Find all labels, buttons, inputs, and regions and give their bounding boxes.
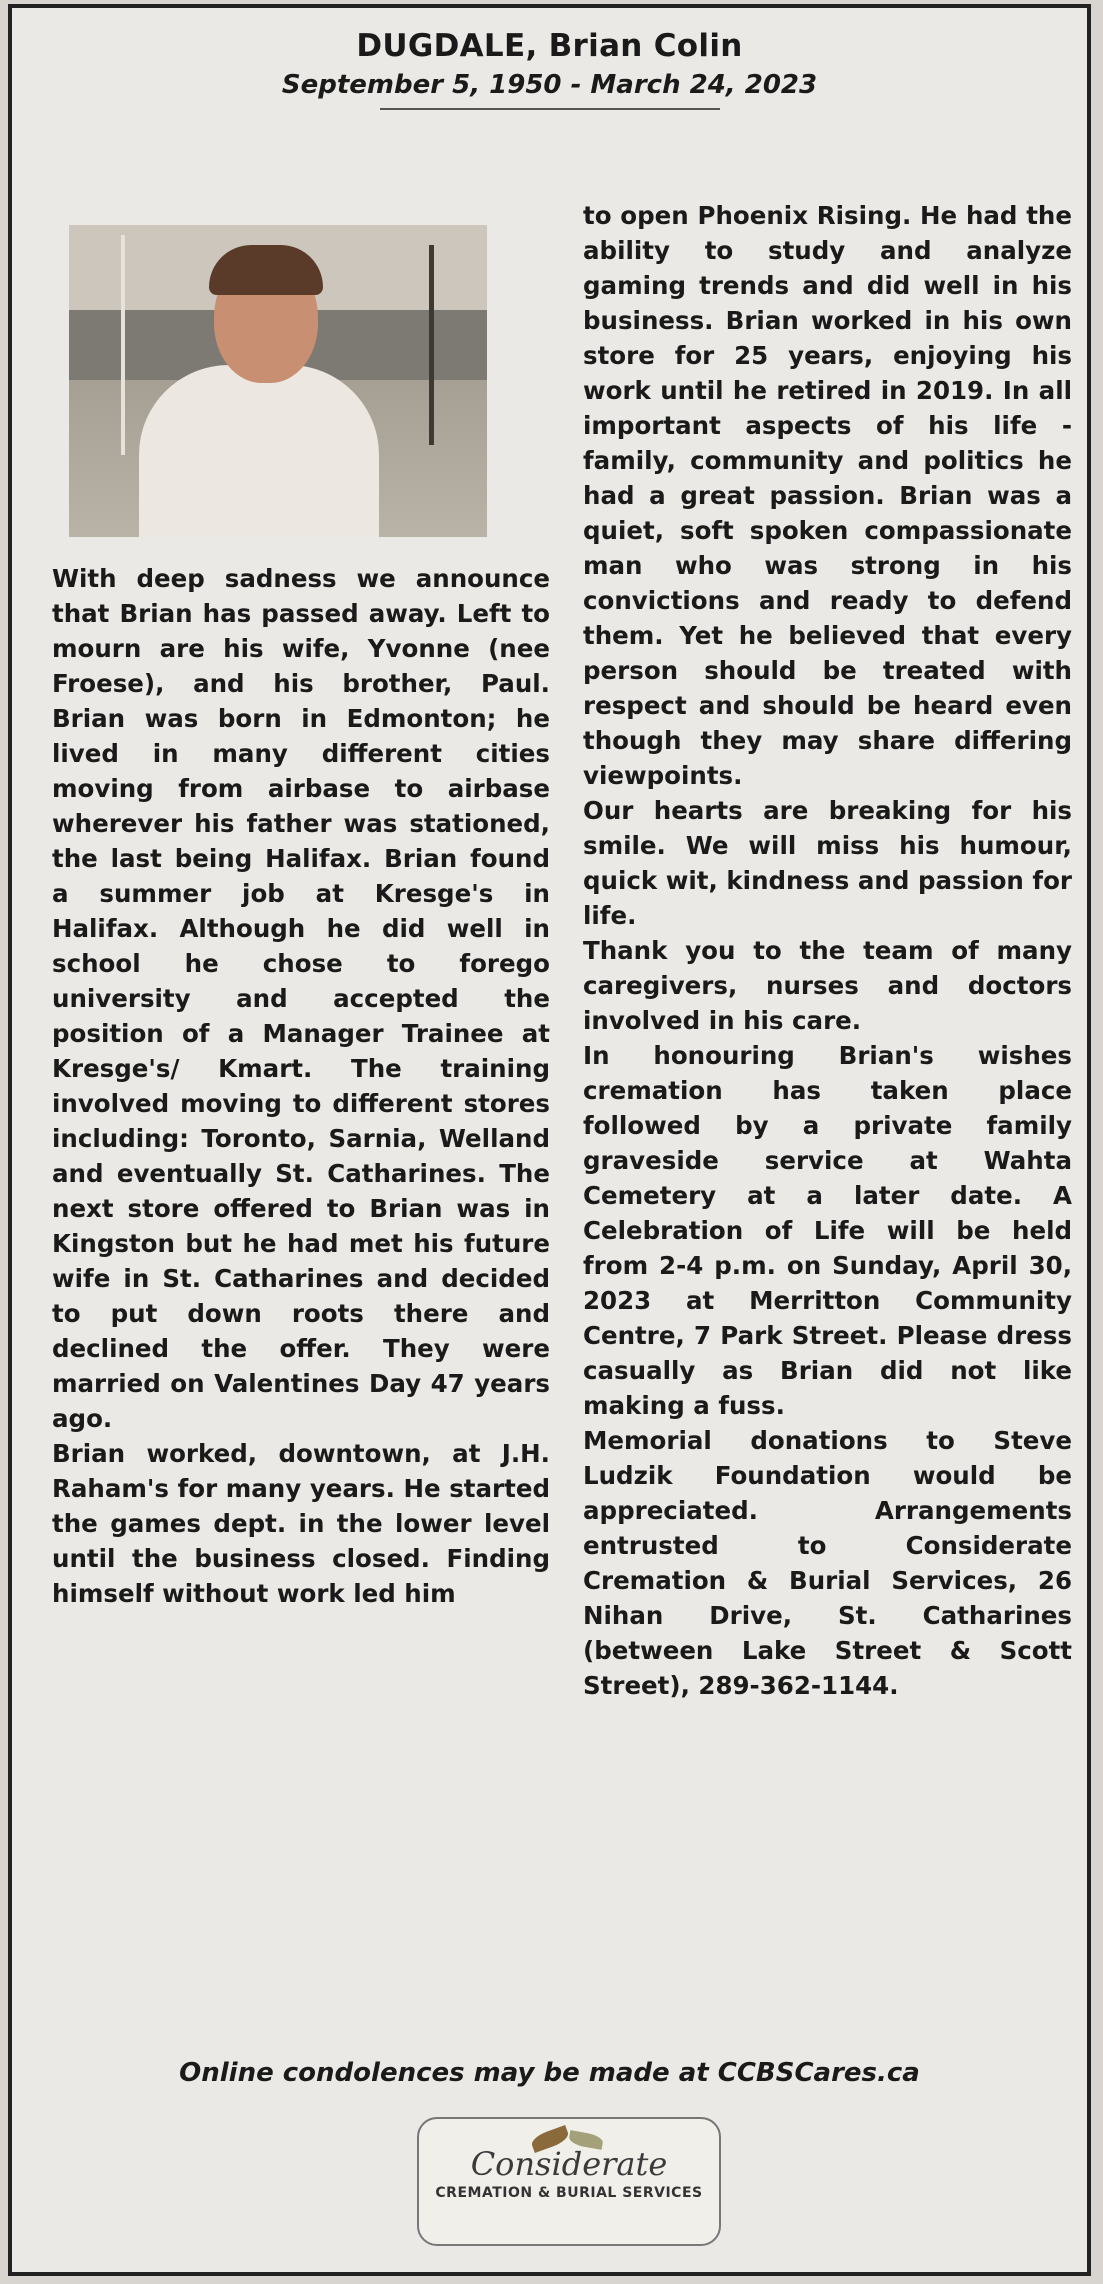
paragraph: In honouring Brian's wishes cremation has taken place followed by a private family graveside service at Wahta Cemetery at a later date. A Celebration of Life will be held from 2-4 p.m. on Sunday, April 30, 2023 at Merritton Community Centre, 7 Park Street. Please dress casually as Brian did not like making a fuss. bbox=[583, 1041, 1072, 1420]
life-dates: September 5, 1950 - March 24, 2023 bbox=[281, 70, 818, 100]
paragraph: Thank you to the team of many caregivers, nurses and doctors involved in his care. bbox=[583, 936, 1072, 1035]
obituary-header bbox=[12, 8, 1087, 110]
deceased-name: DUGDALE, Brian Colin bbox=[356, 28, 743, 64]
obituary-notice bbox=[8, 4, 1091, 2276]
paragraph: Our hearts are breaking for his smile. We will miss his humour, quick wit, kindness and passion for life. bbox=[583, 796, 1072, 930]
right-column bbox=[583, 198, 1072, 1703]
paragraph: Memorial donations to Steve Ludzik Foundation would be appreciated. Arrangements entrusted to Considerate Cremation & Burial Services, 26 Nihan Drive, St. Catharines (between Lake Street & Scott Street), 289-362-1144. bbox=[583, 1426, 1072, 1700]
paragraph: to open Phoenix Rising. He had the ability to study and analyze gaming trends and did well in his business. Brian worked in his own store for 25 years, enjoying his work until he retired in 2019. In all important aspects of his life - family, community and politics he had a great passion. Brian was a quiet, soft spoken compassionate man who was strong in his convictions and ready to defend them. Yet he believed that every person should be treated with respect and should be heard even though they may share differing viewpoints. bbox=[583, 201, 1072, 790]
logo-wordmark: Considerate bbox=[470, 2145, 668, 2183]
paragraph: With deep sadness we announce that Brian has passed away. Left to mourn are his wife, Yvonne (nee Froese), and his brother, Paul. Brian was born in Edmonton; he lived in many different cities moving from airbase to airbase wherever his father was stationed, the last being Halifax. Brian found a summer job at Kresge's in Halifax. Although he did well in school he chose to forego university and accepted the position of a Manager Trainee at Kresge's/ Kmart. The training involved moving to different stores including: Toronto, Sarnia, Welland and eventually St. Catharines. The next store offered to Brian was in Kingston but he had met his future wife in St. Catharines and decided to put down roots there and declined the offer. They were married on Valentines Day 47 years ago. bbox=[52, 564, 550, 1433]
paragraph: Brian worked, downtown, at J.H. Raham's for many years. He started the games dept. in the lower level until the business closed. Finding himself without work led him bbox=[52, 1439, 550, 1608]
left-column bbox=[52, 198, 550, 1611]
logo-subtitle: CREMATION & BURIAL SERVICES bbox=[435, 2185, 703, 2201]
funeral-home-logo bbox=[417, 2117, 721, 2246]
header-divider bbox=[380, 108, 720, 110]
condolences-line: Online condolences may be made at CCBSCares.ca bbox=[179, 2058, 920, 2088]
portrait-photo bbox=[69, 225, 487, 537]
